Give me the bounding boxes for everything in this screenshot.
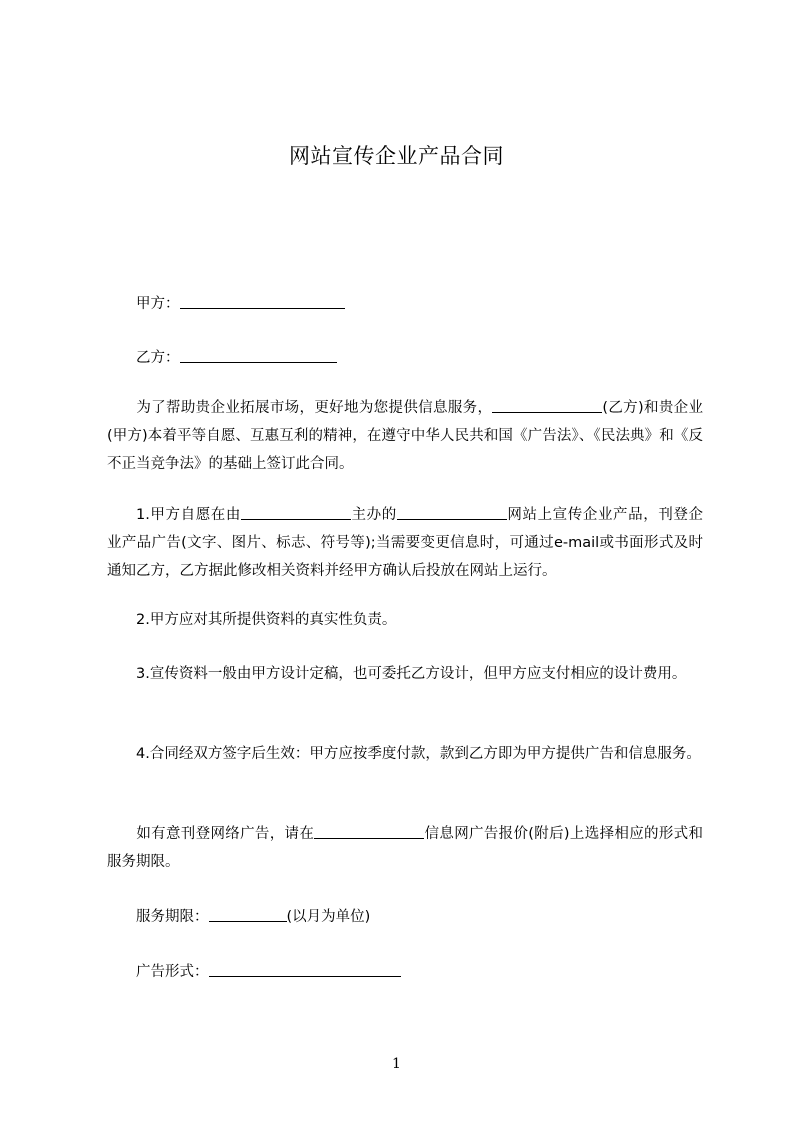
intro-text-1: 为了帮助贵企业拓展市场，更好地为您提供信息服务， xyxy=(136,400,493,416)
clause-1-paragraph xyxy=(107,501,703,585)
clause-1-text-3: 网站上宣传企业产品，刊登企业产品广告(文字、图片、标志、符号等);当需要变更信息时，可通过e-mail或书面形式及时通知乙方，乙方据此修改相关资料并经甲方确认后投放在网站上运行。 xyxy=(107,507,703,579)
party-b-line xyxy=(136,346,337,367)
notice-text-2: 信息网广告报价(附后)上选择相应的形式和服务期限。 xyxy=(107,826,704,870)
service-period-suffix: (以月为单位) xyxy=(286,909,371,925)
party-a-label: 甲方： xyxy=(136,296,180,312)
intro-party-b-blank[interactable] xyxy=(492,398,602,413)
party-b-blank[interactable] xyxy=(180,348,337,363)
service-period-blank[interactable] xyxy=(209,907,287,922)
intro-text-2: (乙方)和贵企业(甲方)本着平等自愿、互惠互利的精神，在遵守中华人民共和国《广告法》、《民法典》和《反不正当竞争法》的基础上签订此合同。 xyxy=(107,400,703,472)
clause-4-text: 4.合同经双方签字后生效：甲方应按季度付款，款到乙方即为甲方提供广告和信息服务。 xyxy=(136,746,701,762)
document-title: 网站宣传企业产品合同 xyxy=(289,144,504,168)
clause-2-text: 2.甲方应对其所提供资料的真实性负责。 xyxy=(136,612,397,628)
service-period-line xyxy=(136,905,370,926)
clause-1-text-2: 主办的 xyxy=(350,507,397,523)
clause-3-text: 3.宣传资料一般由甲方设计定稿，也可委托乙方设计，但甲方应支付相应的设计费用。 xyxy=(136,666,687,682)
clause-2-paragraph xyxy=(107,606,703,634)
service-period-label: 服务期限： xyxy=(136,909,209,925)
party-a-blank[interactable] xyxy=(180,294,345,309)
party-b-label: 乙方： xyxy=(136,350,180,366)
notice-website-blank[interactable] xyxy=(314,824,424,839)
ad-form-line xyxy=(136,960,401,981)
notice-paragraph xyxy=(107,820,703,876)
clause-1-organizer-blank[interactable] xyxy=(241,505,351,520)
clause-1-text-1: 1.甲方自愿在由 xyxy=(136,507,241,523)
page-number: 1 xyxy=(392,1056,401,1072)
ad-form-label: 广告形式： xyxy=(136,964,209,980)
notice-text-1: 如有意刊登网络广告，请在 xyxy=(136,826,315,842)
clause-3-paragraph xyxy=(107,660,703,688)
clause-4-paragraph xyxy=(107,740,703,768)
ad-form-blank[interactable] xyxy=(209,962,401,977)
clause-1-website-blank[interactable] xyxy=(397,505,507,520)
party-a-line xyxy=(136,292,345,313)
intro-paragraph xyxy=(107,394,703,478)
